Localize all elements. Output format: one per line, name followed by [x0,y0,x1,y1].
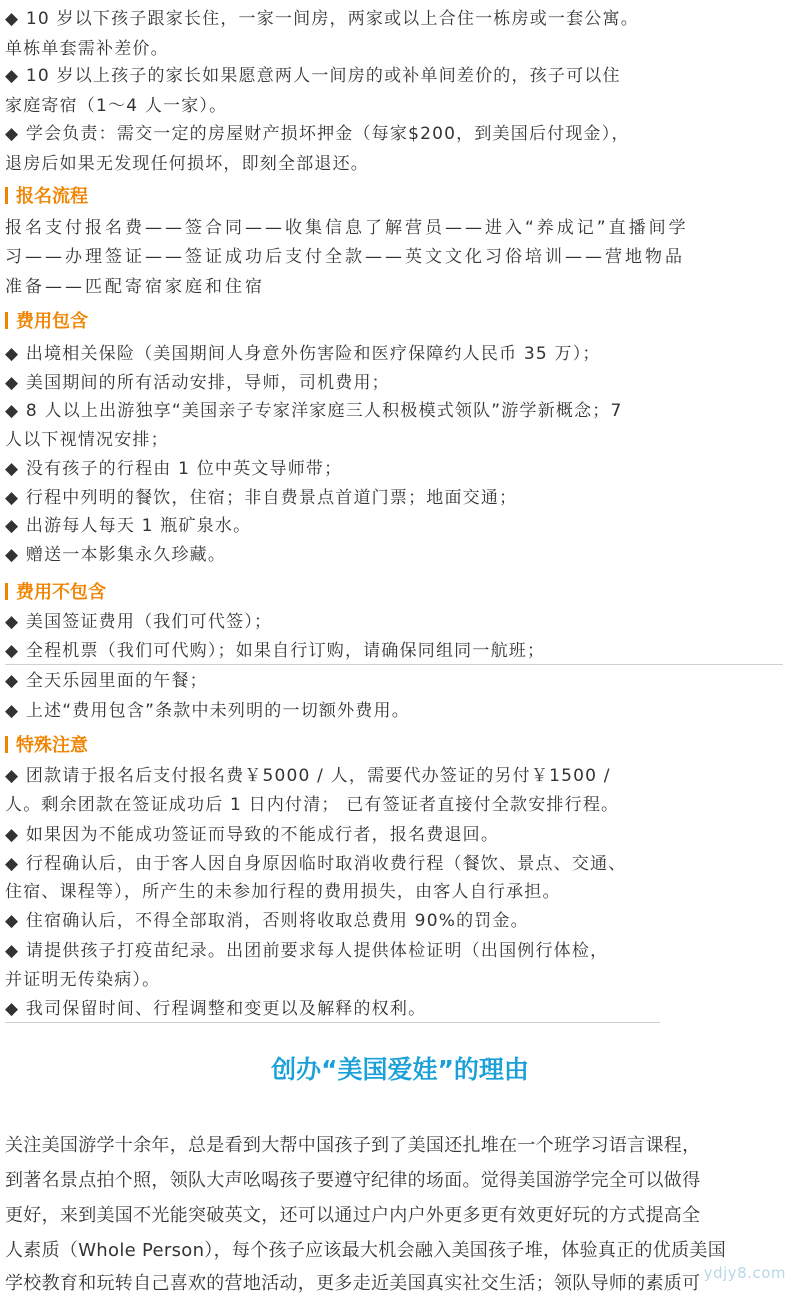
list-item: ◆ 请提供孩子打疫苗纪录。出团前要求每人提供体检证明（出国例行体检， [5,941,609,961]
list-item: ◆ 8 人以上出游独享“美国亲子专家洋家庭三人积极模式领队”游学新概念；7 [5,401,623,421]
list-item: 单栋单套需补差价。 [5,39,169,59]
section-heading-label: 费用不包含 [16,582,106,603]
list-item: 报名支付报名费——签合同——收集信息了解营员——进入“养成记”直播间学 [5,218,689,238]
list-item: ◆ 赠送一本影集永久珍藏。 [5,545,227,565]
section-heading-excluded [5,578,106,608]
list-item: ◆ 10 岁以上孩子的家长如果愿意两人一间房的或补单间差价的，孩子可以住 [5,66,621,86]
list-item: ◆ 美国期间的所有活动安排，导师，司机费用； [5,373,390,393]
section-heading-label: 报名流程 [16,186,88,207]
list-item: ◆ 如果因为不能成功签证而导致的不能成行者，报名费退回。 [5,825,500,845]
list-item: ◆ 美国签证费用（我们可代签）； [5,612,273,632]
list-item: ◆ 10 岁以下孩子跟家长住，一家一间房，两家或以上合住一栋房或一套公寓。 [5,9,639,29]
list-item: ◆ 行程中列明的餐饮，住宿；非自费景点首道门票；地面交通； [5,488,518,508]
section-heading-notes [5,731,88,761]
watermark: ydjy8.com [703,1264,786,1282]
heading-bar [5,736,8,753]
list-item: ◆ 全程机票（我们可代购）；如果自行订购，请确保同组同一航班； [5,641,546,661]
divider [5,664,783,665]
list-item: ◆ 出境相关保险（美国期间人身意外伤害险和医疗保障约人民币 35 万）； [5,344,601,364]
list-item: ◆ 团款请于报名后支付报名费￥5000 / 人，需要代办签证的另付￥1500 / [5,766,611,786]
list-item: ◆ 我司保留时间、行程调整和变更以及解释的权利。 [5,999,427,1019]
list-item: 并证明无传染病）。 [5,970,161,990]
list-item: 家庭寄宿（1～4 人一家）。 [5,96,228,116]
paragraph-line: 更好，来到美国不光能突破英文，还可以通过户内户外更多更有效更好玩的方式提高全 [5,1205,701,1226]
section-heading-included [5,307,88,337]
paragraph-line: 学校教育和玩转自己喜欢的营地活动，更多走近美国真实社交生活；领队导师的素质可 [5,1273,701,1294]
divider [5,1022,660,1023]
section-heading-label: 费用包含 [16,311,88,332]
list-item: 习——办理签证——签证成功后支付全款——英文文化习俗培训——营地物品 [5,247,685,267]
paragraph-line: 关注美国游学十余年，总是看到大帮中国孩子到了美国还扎堆在一个班学习语言课程， [5,1135,701,1156]
list-item: ◆ 出游每人每天 1 瓶矿泉水。 [5,516,252,536]
list-item: ◆ 全天乐园里面的午餐； [5,671,208,691]
list-item: 人。剩余团款在签证成功后 1 日内付清； 已有签证者直接付全款安排行程。 [5,795,620,815]
list-item: ◆ 行程确认后，由于客人因自身原因临时取消收费行程（餐饮、景点、交通、 [5,854,627,874]
paragraph-line: 到著名景点拍个照，领队大声吆喝孩子要遵守纪律的场面。觉得美国游学完全可以做得 [5,1170,701,1191]
heading-bar [5,583,8,600]
list-item: 准备——匹配寄宿家庭和住宿 [5,277,265,297]
list-item: 人以下视情况安排； [5,430,169,450]
list-item: ◆ 住宿确认后，不得全部取消，否则将收取总费用 90%的罚金。 [5,911,529,931]
heading-bar [5,312,8,329]
list-item: ◆ 上述“费用包含”条款中未列明的一切额外费用。 [5,701,410,721]
list-item: ◆ 没有孩子的行程由 1 位中英文导师带； [5,459,343,479]
section-heading-label: 特殊注意 [16,735,88,756]
section-heading-signup [5,182,88,212]
list-item: ◆ 学会负责：需交一定的房屋财产损坏押金（每家$200，到美国后付现金）， [5,124,630,144]
heading-bar [5,187,8,204]
list-item: 住宿、课程等），所产生的未参加行程的费用损失，由客人自行承担。 [5,882,561,902]
paragraph-line: 人素质（Whole Person），每个孩子应该最大机会融入美国孩子堆，体验真正的优质美国 [5,1240,726,1261]
list-item: 退房后如果无发现任何损坏，即刻全部退还。 [5,154,369,174]
section-title: 创办“美国爱娃”的理由 [271,1055,529,1084]
